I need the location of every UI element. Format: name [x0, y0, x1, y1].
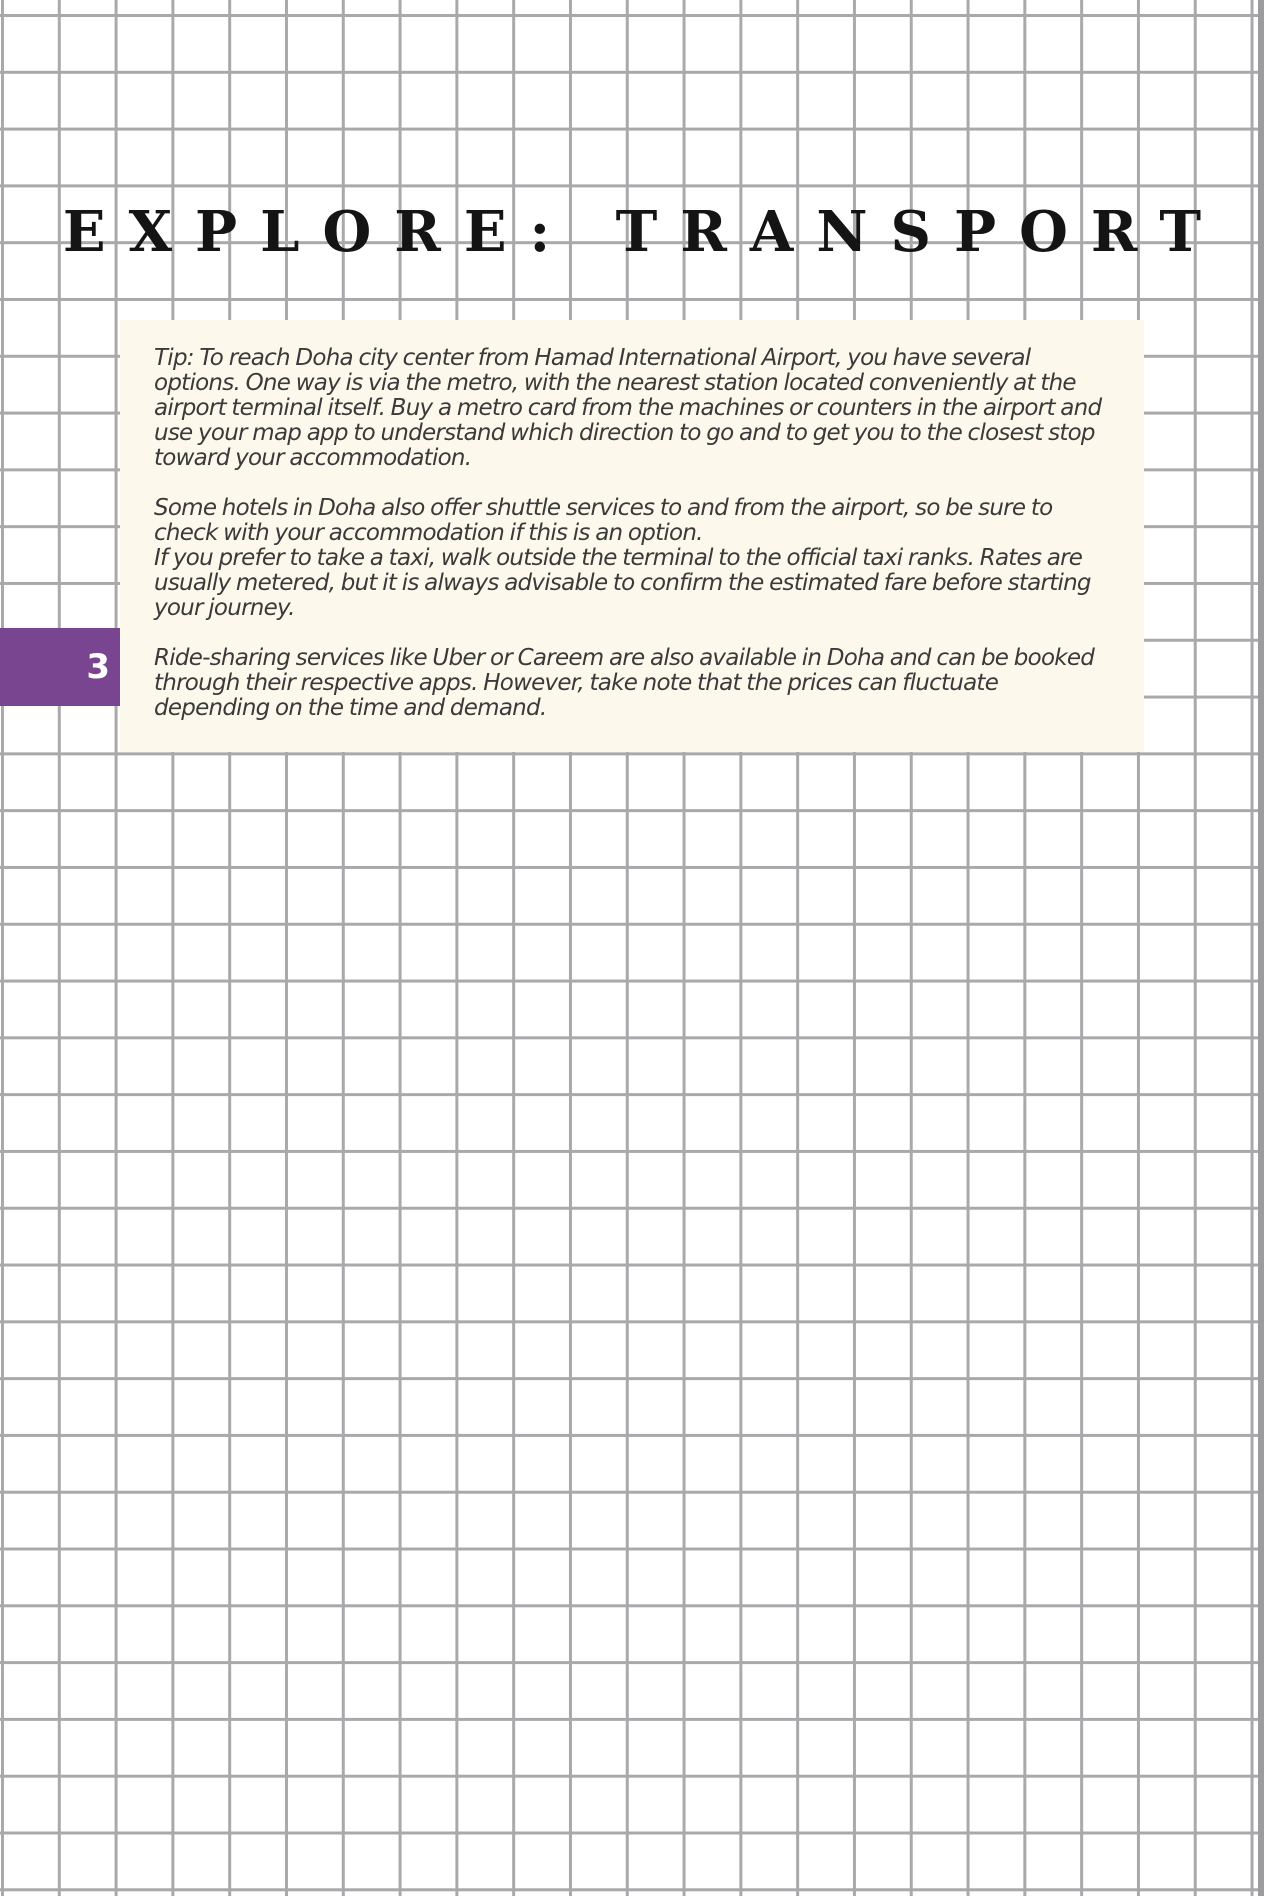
- paragraph-spacer: [154, 621, 1118, 646]
- page-title: EXPLORE: TRANSPORT: [62, 199, 1225, 265]
- tip-paragraph-rideshare: Ride-sharing services like Uber or Careem are also available in Doha and can be booked through their respective apps. However, take note that the prices can fluctuate depending on the time and demand.: [154, 645, 1095, 721]
- tip-box: [120, 320, 1144, 752]
- page-number: 3: [86, 647, 110, 687]
- paragraph-spacer: [154, 471, 1118, 496]
- tip-paragraph-metro: Tip: To reach Doha city center from Hamad International Airport, you have several options. One way is via the metro, with the nearest station located conveniently at the airport terminal itself. Buy a metro card from the machines or counters in the airport and use your map app to understand which direction to go and to get you to the closest stop toward your accommodation.: [154, 345, 1102, 471]
- tip-paragraph-shuttle: Some hotels in Doha also offer shuttle services to and from the airport, so be sure to check with your accommodation if this is an option.: [154, 495, 1053, 546]
- page-number-tab: [0, 628, 120, 706]
- page-edge: [1258, 0, 1264, 1896]
- tip-paragraph-taxi: If you prefer to take a taxi, walk outside the terminal to the official taxi ranks. Rates are usually metered, but it is always advisable to confirm the estimated fare before starting your journey.: [154, 545, 1091, 621]
